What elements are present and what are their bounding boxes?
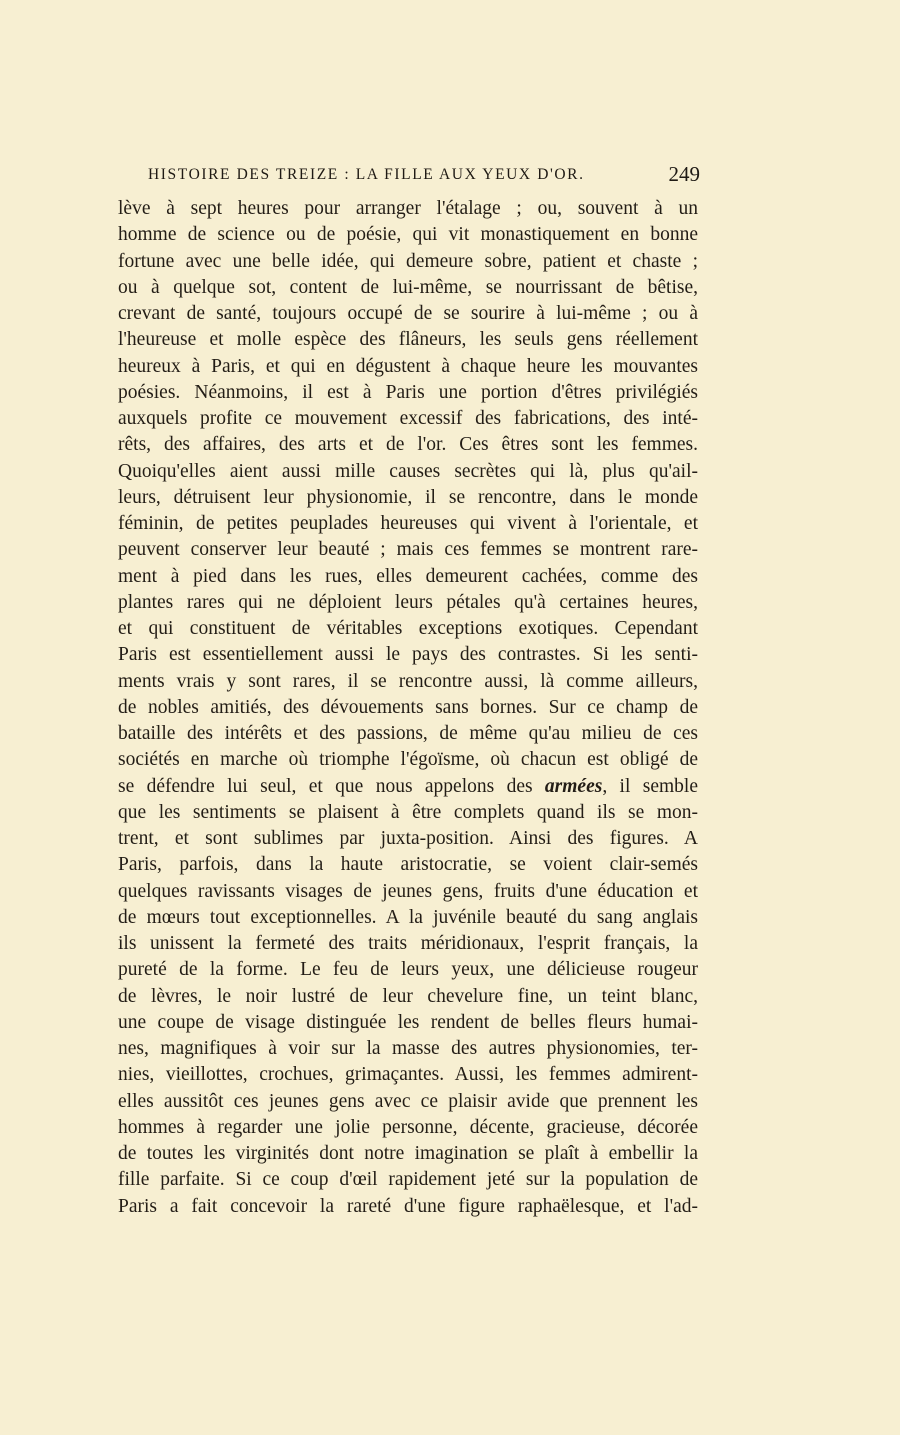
text-line: ments vrais y sont rares, il se rencontre aussi, là comme ailleurs,	[118, 670, 698, 692]
text-line: et qui constituent de véritables exceptions exotiques. Cependant	[118, 618, 698, 639]
italic-word: armées	[544, 775, 603, 797]
text-line: nes, magnifiques à voir sur la masse des autres physionomies, ter-	[118, 1038, 698, 1059]
text-line: trent, et sont sublimes par juxta-position. Ainsi des figures. A	[118, 828, 698, 849]
text-line: sociétés en marche où triomphe l'égoïsme, où chacun est obligé de	[118, 749, 698, 771]
text-line: l'heureuse et molle espèce des flâneurs, les seuls gens réellement	[118, 329, 698, 351]
text-fragment: se défendre lui seul, et que nous appelons des	[118, 775, 545, 797]
text-line: de mœurs tout exceptionnelles. A la juvénile beauté du sang anglais	[118, 906, 698, 928]
text-line: Paris a fait concevoir la rareté d'une figure raphaëlesque, et l'ad-	[118, 1195, 698, 1217]
running-title: HISTOIRE DES TREIZE : LA FILLE AUX YEUX D'OR.	[148, 166, 585, 183]
text-line: ment à pied dans les rues, elles demeurent cachées, comme des	[118, 565, 698, 587]
text-line: quelques ravissants visages de jeunes gens, fruits d'une éducation et	[118, 880, 698, 902]
text-line: elles aussitôt ces jeunes gens avec ce plaisir avide que prennent les	[118, 1090, 698, 1112]
text-line: poésies. Néanmoins, il est à Paris une portion d'êtres privilégiés	[118, 381, 698, 403]
text-line: ils unissent la fermeté des traits méridionaux, l'esprit français, la	[118, 933, 698, 954]
text-line: féminin, de petites peuplades heureuses qui vivent à l'orientale, et	[118, 513, 698, 534]
text-line: pureté de la forme. Le feu de leurs yeux, une délicieuse rougeur	[118, 959, 698, 981]
text-line: heureux à Paris, et qui en dégustent à chaque heure les mouvantes	[118, 355, 698, 377]
text-line: de lèvres, le noir lustré de leur chevelure fine, un teint blanc,	[118, 985, 698, 1007]
text-line: nies, vieillottes, crochues, grimaçantes. Aussi, les femmes admirent-	[118, 1064, 698, 1086]
text-line: fortune avec une belle idée, qui demeure sobre, patient et chaste ;	[118, 250, 698, 272]
text-line: Quoiqu'elles aient aussi mille causes secrètes qui là, plus qu'ail-	[118, 460, 698, 482]
text-fragment: , il semble	[602, 775, 698, 797]
text-line: leurs, détruisent leur physionomie, il se rencontre, dans le monde	[118, 486, 698, 508]
text-line: de nobles amitiés, des dévouements sans bornes. Sur ce champ de	[118, 696, 698, 718]
text-line: hommes à regarder une jolie personne, décente, gracieuse, décorée	[118, 1116, 698, 1138]
text-line: homme de science ou de poésie, qui vit monastiquement en bonne	[118, 224, 698, 246]
body-text	[118, 196, 698, 1220]
text-line: Paris est essentiellement aussi le pays des contrastes. Si les senti-	[118, 644, 698, 666]
page-number: 249	[668, 162, 700, 186]
text-line: ou à quelque sot, content de lui-même, se nourrissant de bêtise,	[118, 276, 698, 298]
running-head	[118, 162, 700, 194]
text-line: Paris, parfois, dans la haute aristocratie, se voient clair-semés	[118, 854, 698, 876]
text-line-with-italic	[118, 774, 698, 800]
text-line: crevant de santé, toujours occupé de se sourire à lui-même ; ou à	[118, 303, 698, 324]
text-line: une coupe de visage distinguée les rendent de belles fleurs humai-	[118, 1011, 698, 1033]
text-line: auxquels profite ce mouvement excessif des fabrications, des inté-	[118, 408, 698, 429]
text-line: que les sentiments se plaisent à être complets quand ils se mon-	[118, 801, 698, 823]
text-line: fille parfaite. Si ce coup d'œil rapidement jeté sur la population de	[118, 1169, 698, 1191]
text-line: peuvent conserver leur beauté ; mais ces femmes se montrent rare-	[118, 539, 698, 561]
text-line: de toutes les virginités dont notre imagination se plaît à embellir la	[118, 1143, 698, 1164]
text-line: lève à sept heures pour arranger l'étalage ; ou, souvent à un	[118, 198, 698, 219]
text-line: rêts, des affaires, des arts et de l'or. Ces êtres sont les femmes.	[118, 434, 698, 456]
text-line: bataille des intérêts et des passions, de même qu'au milieu de ces	[118, 723, 698, 744]
text-line: plantes rares qui ne déploient leurs pétales qu'à certaines heures,	[118, 591, 698, 613]
